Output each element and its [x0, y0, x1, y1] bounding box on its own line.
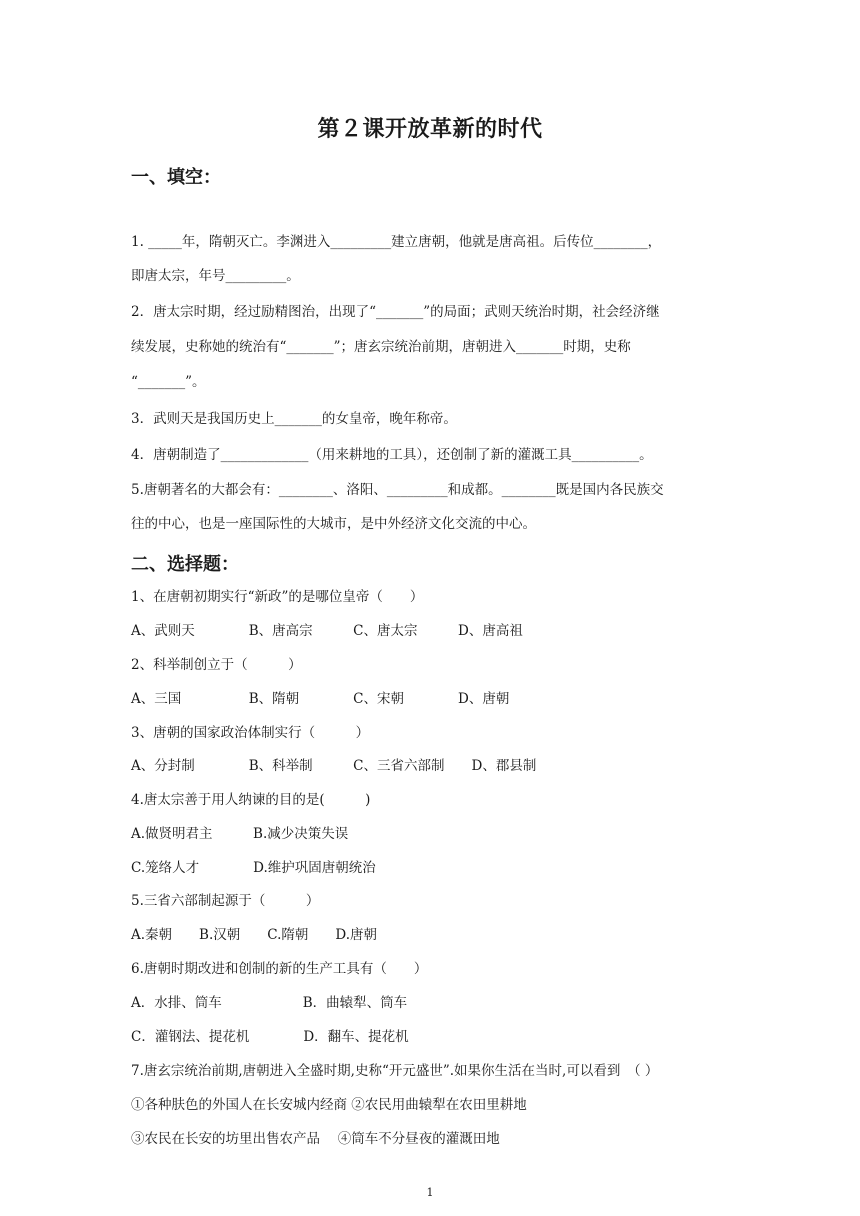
question-line: 5.三省六部制起源于（ ）	[131, 893, 320, 909]
fill-blank-line: 5.唐朝著名的大都会有：________、洛阳、_________和成都。________既是国内各民族交	[131, 482, 664, 498]
options-line: A．水排、筒车 B．曲辕犁、筒车	[131, 995, 408, 1011]
section-heading-multiple-choice: 二、选择题：	[131, 554, 239, 575]
options-line: A、武则天 B、唐高宗 C、唐太宗 D、唐高祖	[131, 623, 523, 639]
options-line: A.秦朝 B.汉朝 C.隋朝 D.唐朝	[131, 927, 378, 943]
question-line: 6.唐朝时期改进和创制的新的生产工具有（ ）	[131, 961, 428, 977]
fill-blank-line: 即唐太宗，年号_________。	[131, 268, 300, 284]
fill-blank-line: 3．武则天是我国历史上_______的女皇帝，晚年称帝。	[131, 411, 457, 427]
options-line: A.做贤明君主 B.减少决策失误	[131, 826, 349, 842]
section-heading-fill-blank: 一、填空：	[131, 167, 221, 188]
question-line: 3、唐朝的国家政治体制实行（ ）	[131, 725, 370, 741]
question-line: 2、科举制创立于（ ）	[131, 657, 302, 673]
page-number: 1	[426, 1186, 434, 1199]
fill-blank-line: “_______”。	[131, 374, 206, 390]
question-line: 7.唐玄宗统治前期,唐朝进入全盛时期,史称“开元盛世”.如果你生活在当时,可以看到 （ ）	[131, 1063, 659, 1079]
fill-blank-line: 往的中心，也是一座国际性的大城市，是中外经济文化交流的中心。	[131, 516, 536, 532]
options-line: A、分封制 B、科举制 C、三省六部制 D、郡县制	[131, 758, 537, 774]
fill-blank-line: 续发展，史称她的统治有“_______”；唐玄宗统治前期，唐朝进入_______时期，史称	[131, 339, 631, 355]
options-line: ③农民在长安的坊里出售农产品 ④筒车不分昼夜的灌溉田地	[131, 1131, 500, 1147]
fill-blank-line: 4．唐朝制造了_____________（用来耕地的工具），还创制了新的灌溉工具__________。	[131, 447, 653, 463]
options-line: C．灌钢法、提花机 D．翻车、提花机	[131, 1029, 409, 1045]
question-line: 1、在唐朝初期实行“新政”的是哪位皇帝（ ）	[131, 589, 424, 605]
options-line: C.笼络人才 D.维护巩固唐朝统治	[131, 860, 376, 876]
question-line: 4.唐太宗善于用人纳谏的目的是( )	[131, 792, 371, 808]
page-title: 第２课开放革新的时代	[317, 117, 543, 142]
fill-blank-line: 1. _____年，隋朝灭亡。李渊进入_________建立唐朝，他就是唐高祖。后传位________，	[131, 234, 662, 250]
options-line: A、三国 B、隋朝 C、宋朝 D、唐朝	[131, 691, 510, 707]
options-line: ①各种肤色的外国人在长安城内经商 ②农民用曲辕犁在农田里耕地	[131, 1097, 527, 1113]
fill-blank-line: 2．唐太宗时期，经过励精图治，出现了“_______”的局面；武则天统治时期，社会经济继	[131, 304, 660, 320]
